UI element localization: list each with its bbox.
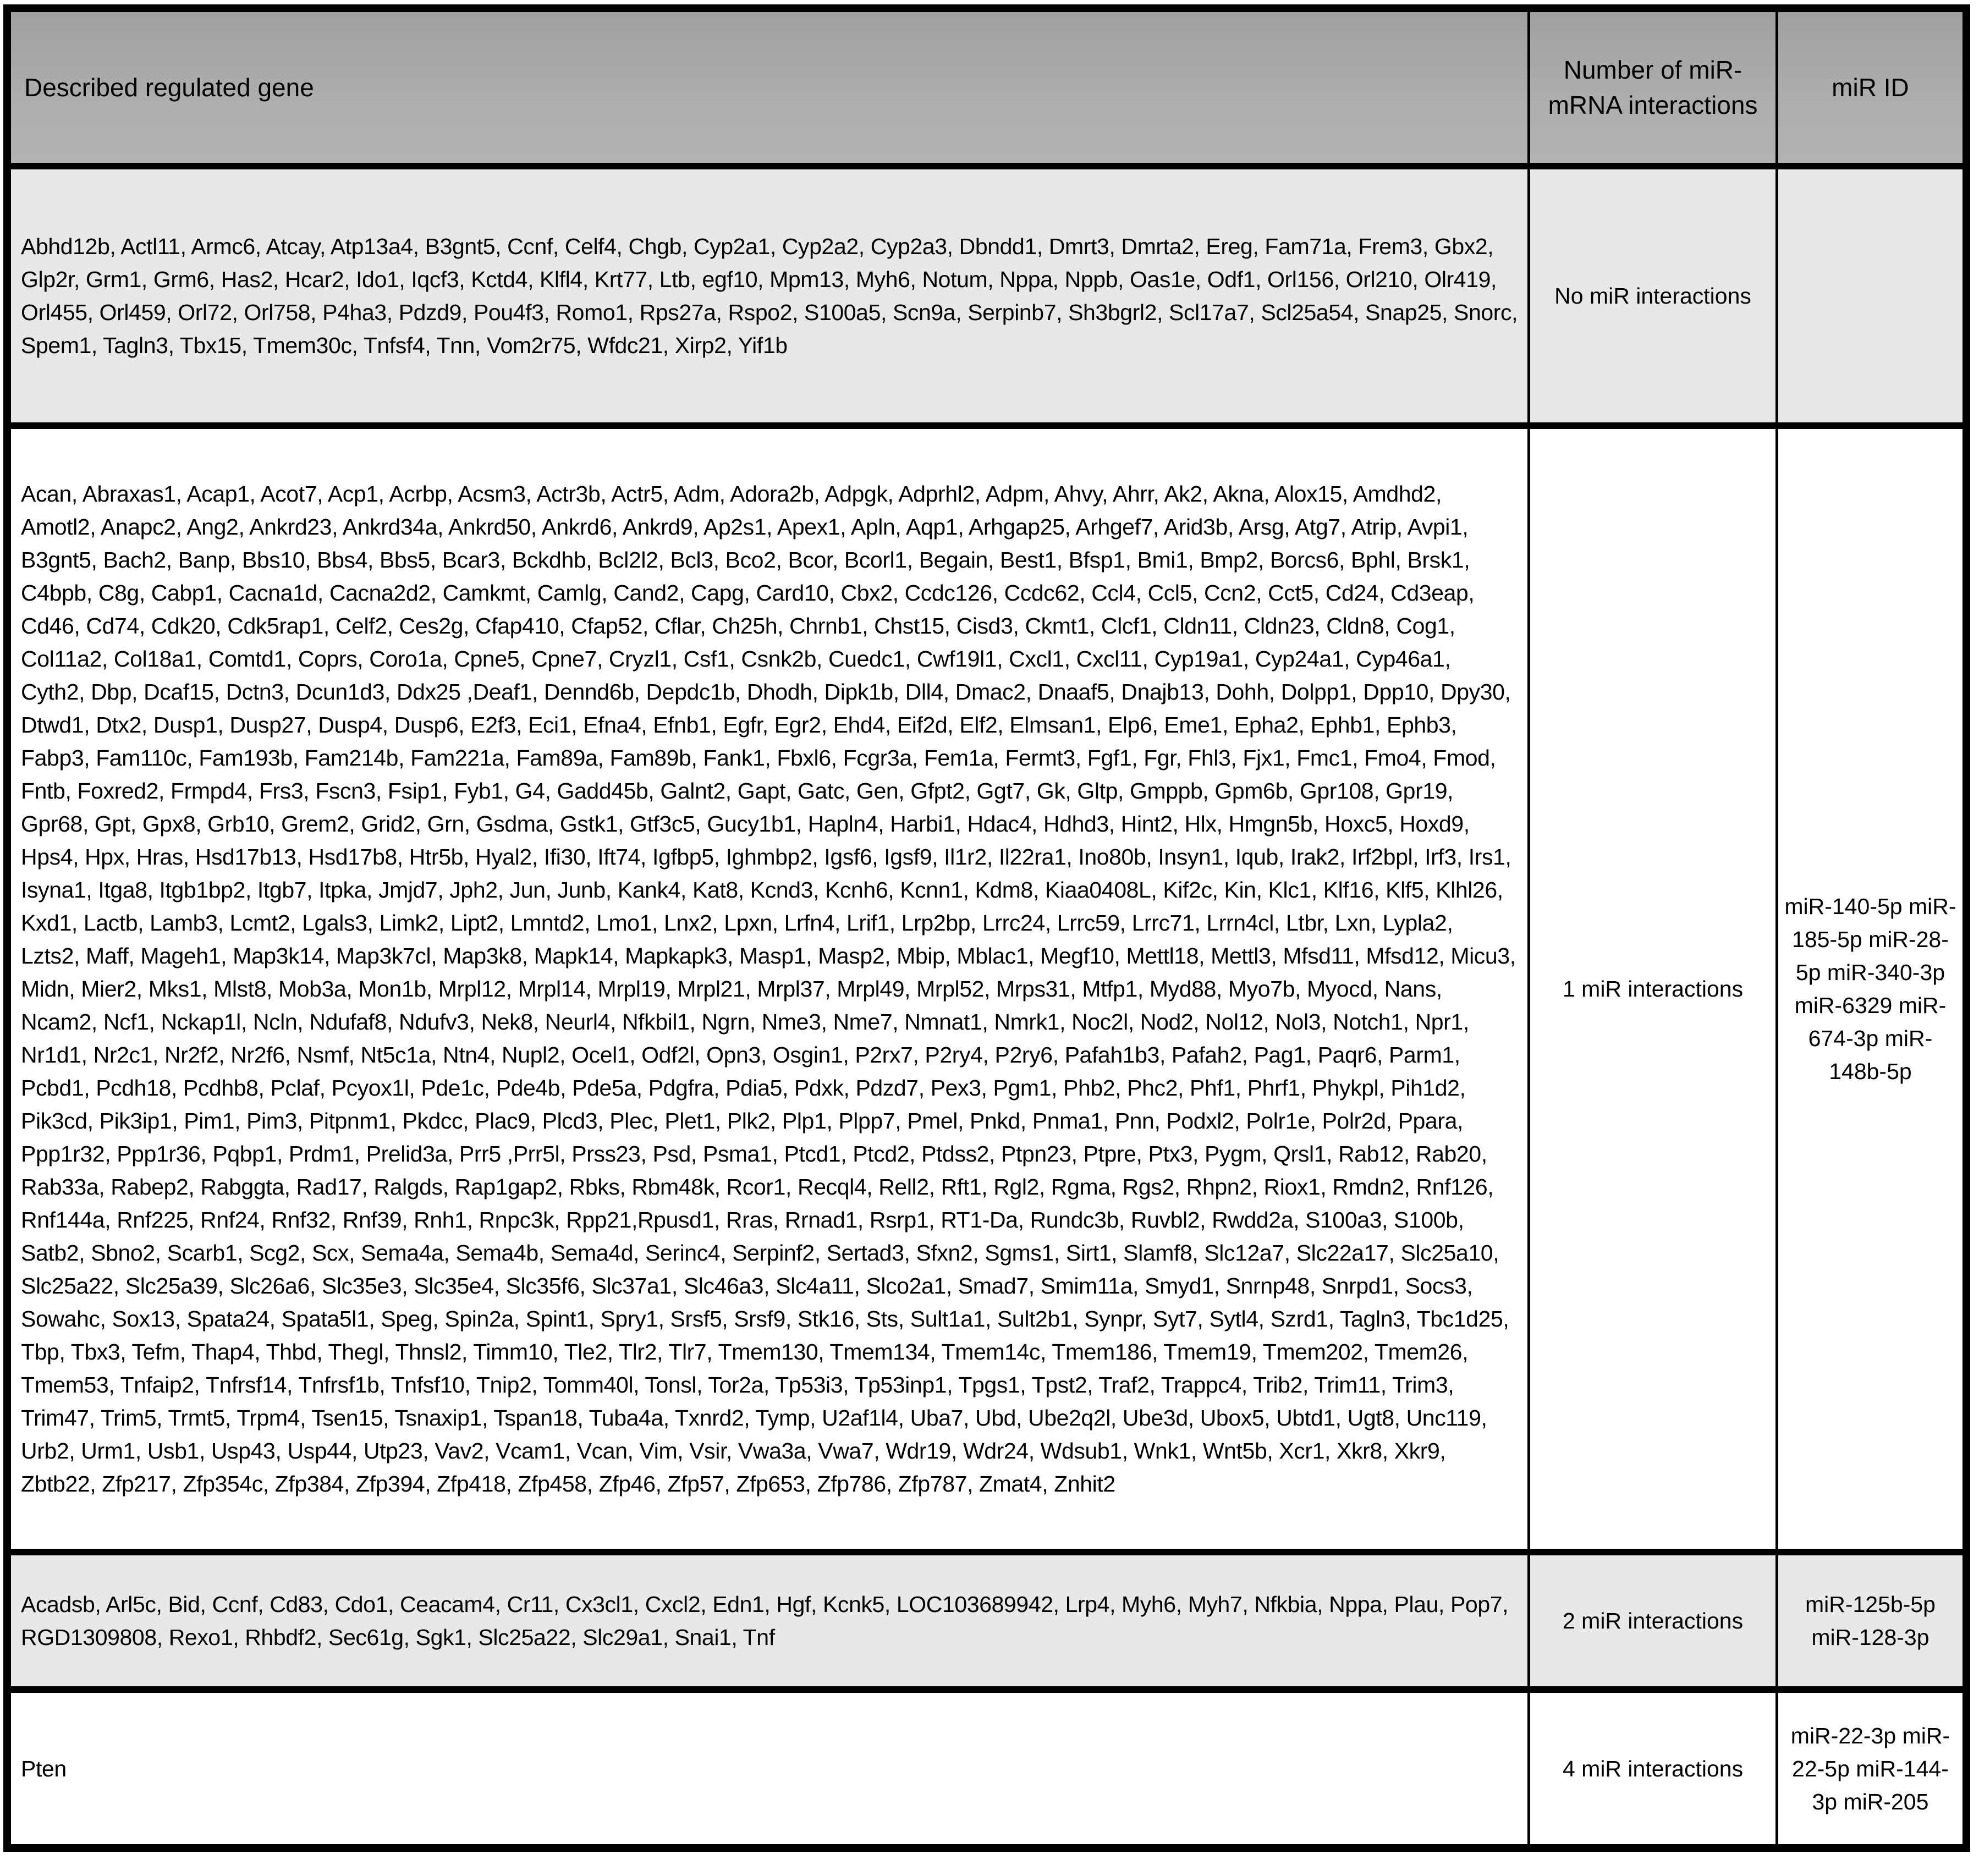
mir-gene-interaction-table — [3, 4, 1970, 1852]
table-row-1-mir — [7, 426, 1966, 1552]
header-number-of-mir-mrna-interactions: Number of miR-mRNA interactions — [1529, 8, 1777, 166]
table-row-4-mir — [7, 1690, 1966, 1848]
mir-id-cell — [1777, 166, 1966, 426]
mir-id-cell: miR-140-5p miR-185-5p miR-28-5p miR-340-3p miR-6329 miR-674-3p miR-148b-5p — [1777, 426, 1966, 1552]
interaction-count-cell: No miR interactions — [1529, 166, 1777, 426]
header-mir-id: miR ID — [1777, 8, 1966, 166]
gene-list-cell: Acadsb, Arl5c, Bid, Ccnf, Cd83, Cdo1, Ceacam4, Cr11, Cx3cl1, Cxcl2, Edn1, Hgf, Kcnk5, LOC103689942, Lrp4, Myh6, Myh7, Nfkbia, Nppa, Plau, Pop7, RGD1309808, Rexo1, Rhbdf2, Sec61g, Sgk1, Slc25a22, Slc29a1, Snai1, Tnf — [7, 1552, 1529, 1690]
mir-id-cell: miR-125b-5p miR-128-3p — [1777, 1552, 1966, 1690]
table-row-2-mir — [7, 1552, 1966, 1690]
gene-list-cell: Abhd12b, Actl11, Armc6, Atcay, Atp13a4, B3gnt5, Ccnf, Celf4, Chgb, Cyp2a1, Cyp2a2, Cyp2a3, Dbndd1, Dmrt3, Dmrta2, Ereg, Fam71a, Frem3, Gbx2, Glp2r, Grm1, Grm6, Has2, Hcar2, Ido1, Iqcf3, Kctd4, Klfl4, Krt77, Ltb, egf10, Mpm13, Myh6, Notum, Nppa, Nppb, Oas1e, Odf1, Orl156, Orl210, Olr419, Orl455, Orl459, Orl72, Orl758, P4ha3, Pdzd9, Pou4f3, Romo1, Rps27a, Rspo2, S100a5, Scn9a, Serpinb7, Sh3bgrl2, Scl17a7, Scl25a54, Snap25, Snorc, Spem1, Tagln3, Tbx15, Tmem30c, Tnfsf4, Tnn, Vom2r75, Wfdc21, Xirp2, Yif1b — [7, 166, 1529, 426]
header-described-regulated-gene: Described regulated gene — [7, 8, 1529, 166]
mir-id-cell: miR-22-3p miR-22-5p miR-144-3p miR-205 — [1777, 1690, 1966, 1848]
gene-list-cell: Pten — [7, 1690, 1529, 1848]
table-row-no-mir — [7, 166, 1966, 426]
interaction-count-cell: 2 miR interactions — [1529, 1552, 1777, 1690]
gene-list-cell: Acan, Abraxas1, Acap1, Acot7, Acp1, Acrbp, Acsm3, Actr3b, Actr5, Adm, Adora2b, Adpgk, Adprhl2, Adpm, Ahvy, Ahrr, Ak2, Akna, Alox15, Amdhd2, Amotl2, Anapc2, Ang2, Ankrd23, Ankrd34a, Ankrd50, Ankrd6, Ankrd9, Ap2s1, Apex1, Apln, Aqp1, Arhgap25, Arhgef7, Arid3b, Arsg, Atg7, Atrip, Avpi1, B3gnt5, Bach2, Banp, Bbs10, Bbs4, Bbs5, Bcar3, Bckdhb, Bcl2l2, Bcl3, Bco2, Bcor, Bcorl1, Begain, Best1, Bfsp1, Bmi1, Bmp2, Borcs6, Bphl, Brsk1, C4bpb, C8g, Cabp1, Cacna1d, Cacna2d2, Camkmt, Camlg, Cand2, Capg, Card10, Cbx2, Ccdc126, Ccdc62, Ccl4, Ccl5, Ccn2, Cct5, Cd24, Cd3eap, Cd46, Cd74, Cdk20, Cdk5rap1, Celf2, Ces2g, Cfap410, Cfap52, Cflar, Ch25h, Chrnb1, Chst15, Cisd3, Ckmt1, Clcf1, Cldn11, Cldn23, Cldn8, Cog1, Col11a2, Col18a1, Comtd1, Coprs, Coro1a, Cpne5, Cpne7, Cryzl1, Csf1, Csnk2b, Cuedc1, Cwf19l1, Cxcl1, Cxcl11, Cyp19a1, Cyp24a1, Cyp46a1, Cyth2, Dbp, Dcaf15, Dctn3, Dcun1d3, Ddx25 ,Deaf1, Dennd6b, Depdc1b, Dhodh, Dipk1b, Dll4, Dmac2, Dnaaf5, Dnajb13, Dohh, Dolpp1, Dpp10, Dpy30, Dtwd1, Dtx2, Dusp1, Dusp27, Dusp4, Dusp6, E2f3, Eci1, Efna4, Efnb1, Egfr, Egr2, Ehd4, Eif2d, Elf2, Elmsan1, Elp6, Eme1, Epha2, Ephb1, Ephb3, Fabp3, Fam110c, Fam193b, Fam214b, Fam221a, Fam89a, Fam89b, Fank1, Fbxl6, Fcgr3a, Fem1a, Fermt3, Fgf1, Fgr, Fhl3, Fjx1, Fmc1, Fmo4, Fmod, Fntb, Foxred2, Frmpd4, Frs3, Fscn3, Fsip1, Fyb1, G4, Gadd45b, Galnt2, Gapt, Gatc, Gen, Gfpt2, Ggt7, Gk, Gltp, Gmppb, Gpm6b, Gpr108, Gpr19, Gpr68, Gpt, Gpx8, Grb10, Grem2, Grid2, Grn, Gsdma, Gstk1, Gtf3c5, Gucy1b1, Hapln4, Harbi1, Hdac4, Hdhd3, Hint2, Hlx, Hmgn5b, Hoxc5, Hoxd9, Hps4, Hpx, Hras, Hsd17b13, Hsd17b8, Htr5b, Hyal2, Ifi30, Ift74, Igfbp5, Ighmbp2, Igsf6, Igsf9, Il1r2, Il22ra1, Ino80b, Insyn1, Iqub, Irak2, Irf2bpl, Irf3, Irs1, Isyna1, Itga8, Itgb1bp2, Itgb7, Itpka, Jmjd7, Jph2, Jun, Junb, Kank4, Kat8, Kcnd3, Kcnh6, Kcnn1, Kdm8, Kiaa0408L, Kif2c, Kin, Klc1, Klf16, Klf5, Klhl26, Kxd1, Lactb, Lamb3, Lcmt2, Lgals3, Limk2, Lipt2, Lmntd2, Lmo1, Lnx2, Lpxn, Lrfn4, Lrif1, Lrp2bp, Lrrc24, Lrrc59, Lrrc71, Lrrn4cl, Ltbr, Lxn, Lypla2, Lzts2, Maff, Mageh1, Map3k14, Map3k7cl, Map3k8, Mapk14, Mapkapk3, Masp1, Masp2, Mbip, Mblac1, Megf10, Mettl18, Mettl3, Mfsd11, Mfsd12, Micu3, Midn, Mier2, Mks1, Mlst8, Mob3a, Mon1b, Mrpl12, Mrpl14, Mrpl19, Mrpl21, Mrpl37, Mrpl49, Mrpl52, Mrps31, Mtfp1, Myd88, Myo7b, Myocd, Nans, Ncam2, Ncf1, Nckap1l, Ncln, Ndufaf8, Ndufv3, Nek8, Neurl4, Nfkbil1, Ngrn, Nme3, Nme7, Nmnat1, Nmrk1, Noc2l, Nod2, Nol12, Nol3, Notch1, Npr1, Nr1d1, Nr2c1, Nr2f2, Nr2f6, Nsmf, Nt5c1a, Ntn4, Nupl2, Ocel1, Odf2l, Opn3, Osgin1, P2rx7, P2ry4, P2ry6, Pafah1b3, Pafah2, Pag1, Paqr6, Parm1, Pcbd1, Pcdh18, Pcdhb8, Pclaf, Pcyox1l, Pde1c, Pde4b, Pde5a, Pdgfra, Pdia5, Pdxk, Pdzd7, Pex3, Pgm1, Phb2, Phc2, Phf1, Phrf1, Phykpl, Pih1d2, Pik3cd, Pik3ip1, Pim1, Pim3, Pitpnm1, Pkdcc, Plac9, Plcd3, Plec, Plet1, Plk2, Plp1, Plpp7, Pmel, Pnkd, Pnma1, Pnn, Podxl2, Polr1e, Polr2d, Ppara, Ppp1r32, Ppp1r36, Pqbp1, Prdm1, Prelid3a, Prr5 ,Prr5l, Prss23, Psd, Psma1, Ptcd1, Ptcd2, Ptdss2, Ptpn23, Ptpre, Ptx3, Pygm, Qrsl1, Rab12, Rab20, Rab33a, Rabep2, Rabggta, Rad17, Ralgds, Rap1gap2, Rbks, Rbm48k, Rcor1, Recql4, Rell2, Rft1, Rgl2, Rgma, Rgs2, Rhpn2, Riox1, Rmdn2, Rnf126, Rnf144a, Rnf225, Rnf24, Rnf32, Rnf39, Rnh1, Rnpc3k, Rpp21,Rpusd1, Rras, Rrnad1, Rsrp1, RT1-Da, Rundc3b, Ruvbl2, Rwdd2a, S100a3, S100b, Satb2, Sbno2, Scarb1, Scg2, Scx, Sema4a, Sema4b, Sema4d, Serinc4, Serpinf2, Sertad3, Sfxn2, Sgms1, Sirt1, Slamf8, Slc12a7, Slc22a17, Slc25a10, Slc25a22, Slc25a39, Slc26a6, Slc35e3, Slc35e4, Slc35f6, Slc37a1, Slc46a3, Slc4a11, Slco2a1, Smad7, Smim11a, Smyd1, Snrnp48, Snrpd1, Socs3, Sowahc, Sox13, Spata24, Spata5l1, Speg, Spin2a, Spint1, Spry1, Srsf5, Srsf9, Stk16, Sts, Sult1a1, Sult2b1, Synpr, Syt7, Sytl4, Szrd1, Tagln3, Tbc1d25, Tbp, Tbx3, Tefm, Thap4, Thbd, Thegl, Thnsl2, Timm10, Tle2, Tlr2, Tlr7, Tmem130, Tmem134, Tmem14c, Tmem186, Tmem19, Tmem202, Tmem26, Tmem53, Tnfaip2, Tnfrsf14, Tnfrsf1b, Tnfsf10, Tnip2, Tomm40l, Tonsl, Tor2a, Tp53i3, Tp53inp1, Tpgs1, Tpst2, Traf2, Trappc4, Trib2, Trim11, Trim3, Trim47, Trim5, Trmt5, Trpm4, Tsen15, Tsnaxip1, Tspan18, Tuba4a, Txnrd2, Tymp, U2af1l4, Uba7, Ubd, Ube2q2l, Ube3d, Ubox5, Ubtd1, Ugt8, Unc119, Urb2, Urm1, Usb1, Usp43, Usp44, Utp23, Vav2, Vcam1, Vcan, Vim, Vsir, Vwa3a, Vwa7, Wdr19, Wdr24, Wdsub1, Wnk1, Wnt5b, Xcr1, Xkr8, Xkr9, Zbtb22, Zfp217, Zfp354c, Zfp384, Zfp394, Zfp418, Zfp458, Zfp46, Zfp57, Zfp653, Zfp786, Zfp787, Zmat4, Znhit2 — [7, 426, 1529, 1552]
table-header-row — [7, 8, 1966, 166]
interaction-count-cell: 1 miR interactions — [1529, 426, 1777, 1552]
interaction-count-cell: 4 miR interactions — [1529, 1690, 1777, 1848]
